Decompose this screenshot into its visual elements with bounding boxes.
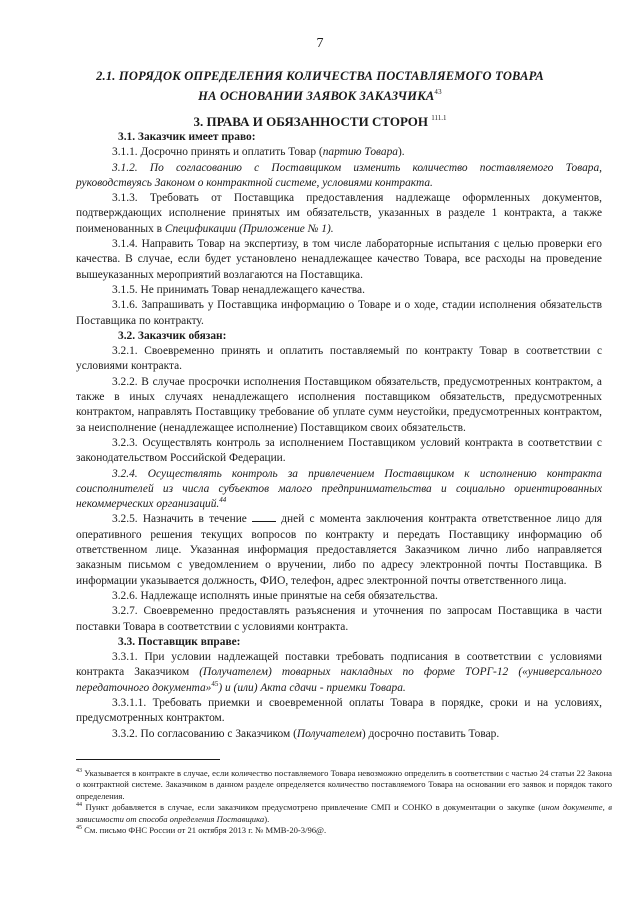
clause-3-1-2: 3.1.2. По согласованию с Поставщиком изменить количество поставляемого Товара, руководствуясь Законом о контрактной системе, условиями контракта. — [76, 161, 602, 189]
subsection-3-1-title: 3.1. Заказчик имеет право: — [118, 131, 256, 143]
blank-days-field — [252, 512, 276, 522]
clause-3-2-6: 3.2.6. Надлежаще исполнять иные принятые на себя обязательства. — [112, 589, 438, 602]
clause-3-1-5: 3.1.5. Не принимать Товар ненадлежащего качества. — [112, 283, 365, 296]
clause-3-3-1-text: 3.3.1. При условии надлежащей поставки требовать подписания в соответствии с условиями контракта Заказчиком — [76, 651, 602, 679]
clause-3-1-3-text: 3.1.3. Требовать от Поставщика предоставления надлежаще оформленных документов, подтверждающих исполнение принятых им обязательств, указанных в разделе 1 контракта, а также поименованных в — [76, 192, 602, 235]
footnote-ref-45: 45 — [211, 679, 219, 688]
footnote-43-number: 43 — [76, 768, 82, 774]
clause-3-3-2-italic: Получателем — [296, 727, 362, 740]
clause-3-1-1 — [76, 145, 602, 160]
document-body — [76, 130, 602, 742]
clause-3-2-4-text: 3.2.4. Осуществлять контроль за привлечением Поставщиком к исполнению контракта соисполнителей из числа субъектов малого предпринимательства и социально ориентированных некоммерческих организаций. — [76, 467, 602, 511]
footnote-ref-44: 44 — [219, 496, 227, 505]
footnote-ref-43: 43 — [434, 88, 442, 96]
clause-3-3-2 — [76, 727, 602, 742]
footnote-44-text: Пункт добавляется в случае, если заказчиком предусмотрено привлечение СМП и СОНКО в документации о закупке ( — [82, 802, 542, 813]
section-3-heading-note: 111.1 — [431, 114, 447, 122]
clause-3-2-4 — [76, 467, 602, 513]
clause-3-3-1-1: 3.3.1.1. Требовать приемки и своевременной оплаты Товара в порядке, сроки и на условиях, предусмотренных контрактом. — [76, 696, 602, 725]
footnote-43-text: Указывается в контракте в случае, если количество поставляемого Товара невозможно определить в соответствии с частью 24 статьи 22 Закона о контрактной системе. Заказчиком в данном разделе определяется количество поставляемого Товара на основании его заявок и порядок такого определения. — [76, 768, 612, 801]
subsection-3-2-title: 3.2. Заказчик обязан: — [118, 329, 227, 342]
clause-3-1-1-end: ). — [398, 146, 405, 159]
footnote-44 — [76, 802, 612, 825]
footnote-43 — [76, 768, 612, 802]
footnote-44-number: 44 — [76, 802, 82, 809]
section-3-heading-text: 3. ПРАВА И ОБЯЗАННОСТИ СТОРОН — [193, 114, 429, 129]
footnote-45 — [76, 825, 612, 836]
clause-3-2-3: 3.2.3. Осуществлять контроль за исполнением Поставщиком условий контракта в соответствии с законодательством Российской Федерации. — [76, 436, 602, 465]
footnote-45-number: 45 — [76, 825, 82, 832]
clause-3-3-1 — [76, 650, 602, 696]
clause-3-3-1-italic: (Получателем) товарных накладных по форме ТОРГ-12 («универсального передаточного документа» — [76, 666, 602, 694]
section-2-1-heading-text: НА ОСНОВАНИИ ЗАЯВОК ЗАКАЗЧИКА — [198, 89, 435, 103]
footnote-45-text: См. письмо ФНС России от 21 октября 2013 г. № ММВ-20-3/96@. — [82, 825, 327, 836]
clause-3-3-2-text: 3.3.2. По согласованию с Заказчиком ( — [112, 727, 297, 740]
clause-3-1-1-italic: партию Товара — [322, 146, 398, 159]
footnote-44-italic: ином документе, в зависимости от способа определения Поставщика — [76, 802, 612, 824]
page-number: 7 — [316, 36, 324, 51]
footnote-44-end: ). — [264, 813, 270, 824]
clause-3-2-5 — [76, 512, 602, 588]
footnotes — [76, 768, 612, 836]
clause-3-3-2-end: ) досрочно поставить Товар. — [361, 727, 500, 740]
section-2-1-heading-line2 — [60, 84, 580, 104]
footnote-divider — [76, 759, 220, 760]
clause-3-1-3-italic: Спецификации (Приложение № 1). — [164, 222, 334, 235]
subsection-3-3-title: 3.3. Поставщик вправе: — [118, 635, 241, 648]
clause-3-2-5-rest: дней с момента заключения контракта ответственное лицо для оперативного решения текущих вопросов по контракту и передать Поставщику информацию об ответственном лице. Указанная информация предоставляется Заказчиком лично либо направляется заказным письмом с уведомлением о вручении, либо по адресу электронной почты Поставщика. В информации указывается должность, ФИО, телефон, адрес электронной почты ответственного лица. — [76, 513, 602, 587]
section-2-1-heading — [60, 68, 580, 104]
clause-3-2-2: 3.2.2. В случае просрочки исполнения Поставщиком обязательств, предусмотренных контрактом, а также в иных случаях ненадлежащего исполнения поставщиком обязательств, предусмотренных контрактом, направлять Поставщику требование об уплате сумм неустойки, предусмотренных контрактом, за неисполнение (ненадлежащее исполнение) Поставщиком своих обязательств. — [76, 375, 602, 434]
clause-3-3-1-end: ) и (или) Акта сдачи - приемки Товара. — [218, 681, 406, 694]
section-2-1-heading-line1: 2.1. ПОРЯДОК ОПРЕДЕЛЕНИЯ КОЛИЧЕСТВА ПОСТАВЛЯЕМОГО ТОВАРА — [96, 69, 544, 83]
clause-3-1-1-text: 3.1.1. Досрочно принять и оплатить Товар ( — [112, 146, 323, 159]
clause-3-2-1: 3.2.1. Своевременно принять и оплатить поставляемый по контракту Товар в соответствии с условиями контракта. — [76, 345, 602, 373]
clause-3-1-6: 3.1.6. Запрашивать у Поставщика информацию о Товаре и о ходе, стадии исполнения обязательств Поставщика по контракту. — [76, 299, 602, 327]
clause-3-1-4: 3.1.4. Направить Товар на экспертизу, в том числе лабораторные испытания с целью проверки его качества. В случае, если будет установлено ненадлежащее качество Товара, все расходы на проведение вышеуказанных мероприятий возлагаются на Поставщика. — [76, 238, 602, 281]
section-3-heading — [60, 114, 580, 130]
clause-3-2-5-text: 3.2.5. Назначить в течение — [112, 513, 253, 526]
clause-3-2-7: 3.2.7. Своевременно предоставлять разъяснения и уточнения по запросам Поставщика в части поставки Товара в соответствии с условиями контракта. — [76, 605, 602, 633]
clause-3-1-3 — [76, 191, 602, 237]
